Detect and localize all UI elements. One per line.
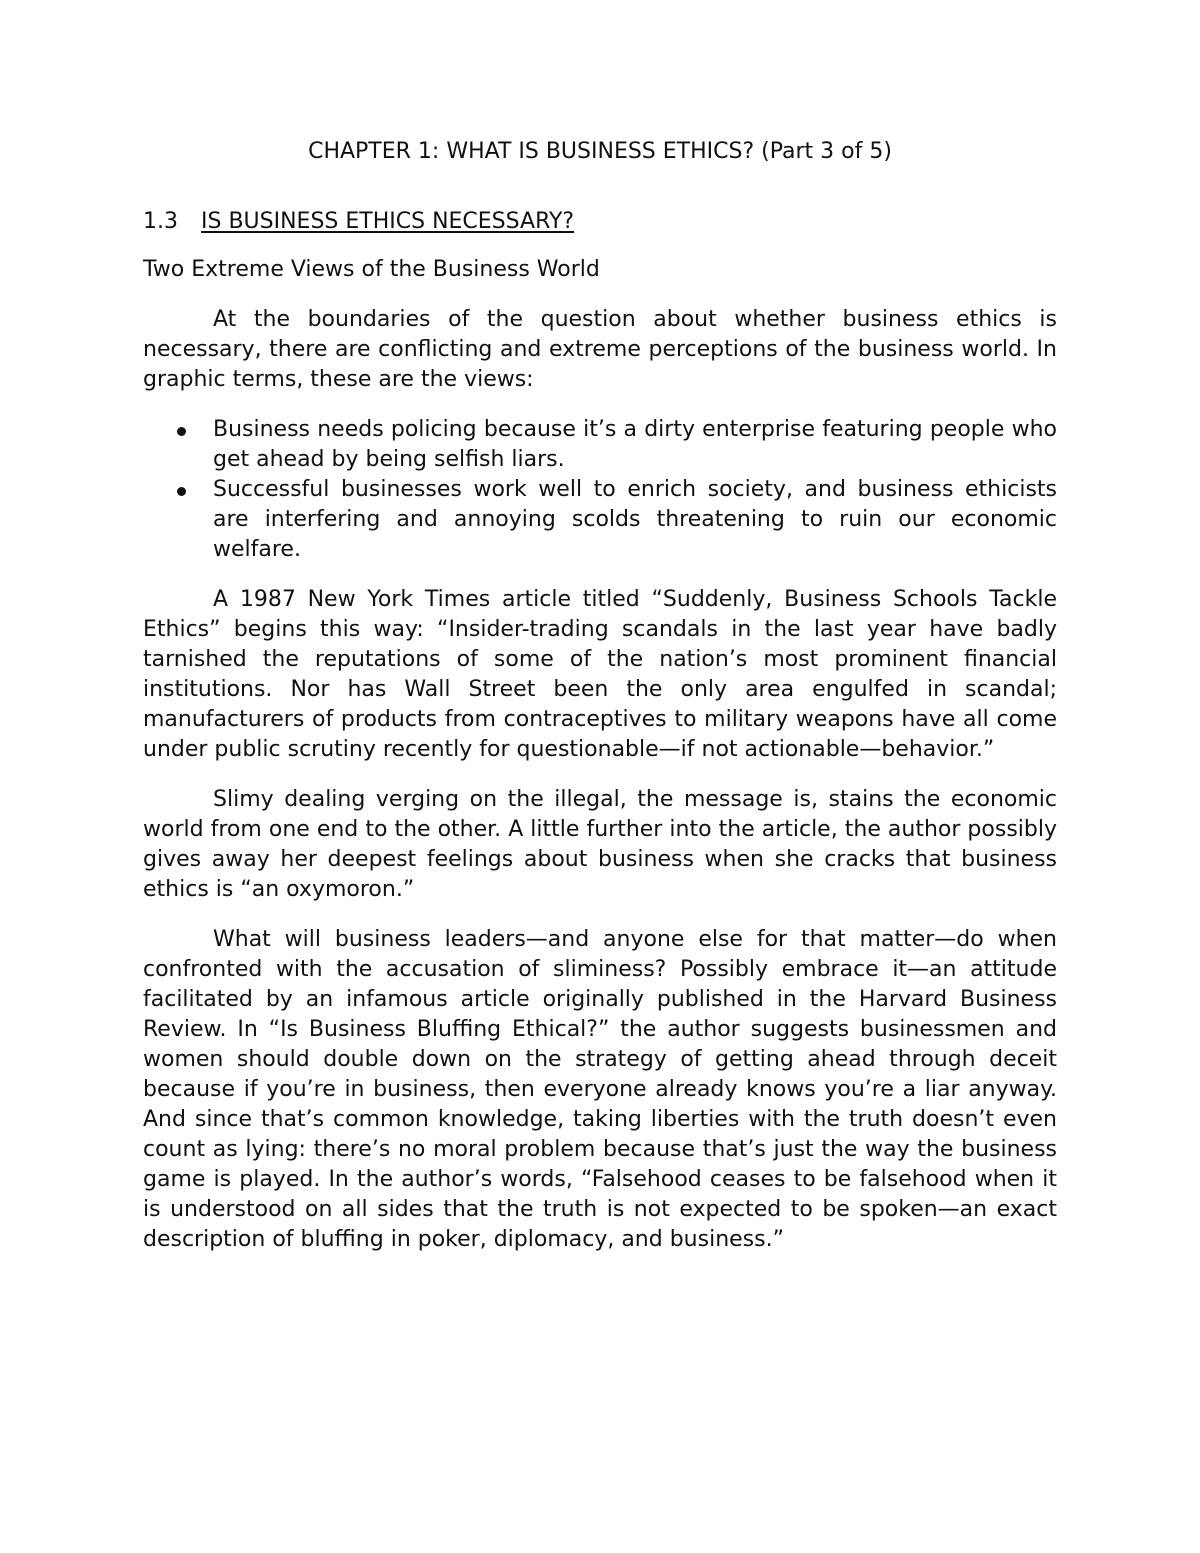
body-paragraph: A 1987 New York Times article titled “Suddenly, Business Schools Tackle Ethics” begins this way: “Insider-trading scandals in the last year have badly tarnished the reputations of some of the nation’s most prominent financial institutions. Nor has Wall Street been the only area engulfed in scandal; manufacturers of products from contraceptives to military weapons have all come under public scrutiny recently for questionable—if not actionable—behavior.” [143, 587, 1057, 762]
body-paragraph: What will business leaders—and anyone else for that matter—do when confronted with the accusation of sliminess? Possibly embrace it—an attitude facilitated by an infamous article originally published in the Harvard Business Review. In “Is Business Bluffing Ethical?” the author suggests businessmen and women should double down on the strategy of getting ahead through deceit because if you’re in business, then everyone already knows you’re a liar anyway. And since that’s common knowledge, taking liberties with the truth doesn’t even count as lying: there’s no moral problem because that’s just the way the business game is played. In the author’s words, “Falsehood ceases to be falsehood when it is understood on all sides that the truth is not expected to be spoken—an exact description of bluffing in poker, diplomacy, and business.” [143, 927, 1057, 1252]
body-paragraph: Slimy dealing verging on the illegal, the message is, stains the economic world from one end to the other. A little further into the article, the author possibly gives away her deepest feelings about business when she cracks that business ethics is “an oxymoron.” [143, 787, 1057, 902]
subheading: Two Extreme Views of the Business World [143, 257, 600, 282]
intro-paragraph: At the boundaries of the question about whether business ethics is necessary, there are conflicting and extreme perceptions of the business world. In graphic terms, these are the views: [143, 307, 1057, 392]
list-item [143, 415, 1057, 475]
chapter-title: CHAPTER 1: WHAT IS BUSINESS ETHICS? (Part 3 of 5) [308, 139, 892, 164]
views-list [143, 415, 1057, 565]
section-number: 1.3 [143, 209, 178, 234]
list-item [143, 475, 1057, 565]
list-item-text: Successful businesses work well to enrich society, and business ethicists are interfering and annoying scolds threatening to ruin our economic welfare. [213, 477, 1057, 562]
section-heading [143, 207, 1057, 237]
list-item-text: Business needs policing because it’s a dirty enterprise featuring people who get ahead by being selfish liars. [213, 417, 1057, 472]
bullet-dot-icon [177, 427, 186, 436]
section-title: IS BUSINESS ETHICS NECESSARY? [201, 209, 575, 234]
bullet-dot-icon [177, 487, 186, 496]
